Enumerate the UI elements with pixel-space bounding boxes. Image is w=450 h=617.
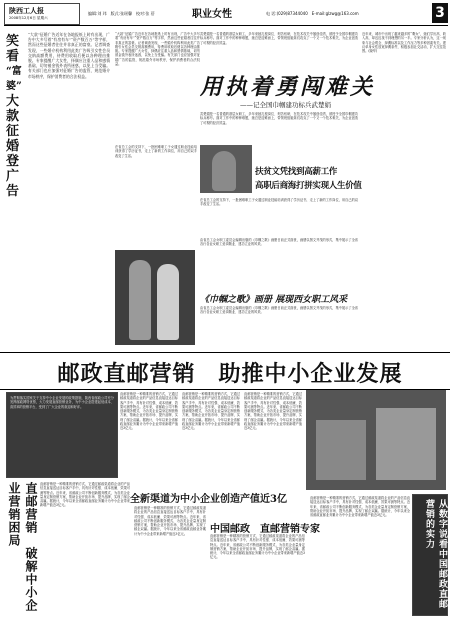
bottom-mid-body-2: 直邮营销是一种精准的营销方式，它通过邮政渠道将企业的产品信息直接送达目标客户手中，具有针对性强、成本低廉、效果可测等特点。近年来，省邮政公司不断创新服务模式，为各类企业量身定制营销方案，帮助企业开拓市场、提升品牌，实现了邮企双赢。据统计，今年以来全省邮政直邮业务累计为中小企业带来新增产值近3亿元。: [210, 534, 305, 560]
banner: [0, 352, 450, 390]
ad-body: 在省总工会的支持下，一批困难职工子女通过职业技能培训获得了学历证书，走上了新的工作岗位，用自己的双手改变了生活。: [200, 198, 358, 207]
bottom-left-body: 直邮营销是一种精准的营销方式，它通过邮政渠道将企业的产品信息直接送达目标客户手中，具有针对性强、成本低廉、效果可测等特点。近年来，省邮政公司不断创新服务模式，为各类企业量身定制营销方案，帮助企业开拓市场、提升品牌，实现了邮企双赢。据统计，今年以来全省邮政直邮业务累计为中小企业带来新增产值近3亿元。: [40, 482, 130, 508]
ad-title-line: 高职后商海打拼实现人生价值: [255, 181, 362, 191]
left-headline-line: 笑看: [6, 34, 20, 64]
banner-headline: 邮政直邮营销 助推中小企业发展: [57, 362, 403, 387]
wedding-intro: 由省总工会女职工委员会编辑出版的《巾帼之歌》画册日前正式面世，画册以图文并茂的形式，集中展示了全省各行各业女职工爱岗敬业、建功立业的风采。: [200, 238, 358, 247]
issue-date: 2008年12月6日 星期六: [9, 16, 48, 20]
bottom-col-2: 直邮营销是一种精准的营销方式，它通过邮政渠道将企业的产品信息直接送达目标客户手中，具有针对性强、成本低廉、效果可测等特点。近年来，省邮政公司不断创新服务模式，为各类企业量身定制营销方案，帮助企业开拓市场、提升品牌，实现了邮企双赢。据统计，今年以来全省邮政直邮业务累计为中小企业带来新增产值近3亿元。: [120, 392, 178, 431]
wedding-photo: [115, 250, 195, 345]
sub-headline: 中国邮政 直邮营销专家: [210, 524, 320, 535]
vertical-headline: 直邮营销 破解中小企业营销困局: [7, 482, 38, 612]
bottom-col-3: 直邮营销是一种精准的营销方式，它通过邮政渠道将企业的产品信息直接送达目标客户手中，具有针对性强、成本低廉、效果可测等特点。近年来，省邮政公司不断创新服务模式，为各类企业量身定制营销方案，帮助企业开拓市场、提升品牌，实现了邮企双赢。据统计，今年以来全省邮政直邮业务累计为中小企业带来新增产值近3亿元。: [182, 392, 240, 431]
paper-name: 陕西工人报: [9, 6, 44, 15]
wedding-body: 由省总工会女职工委员会编辑出版的《巾帼之歌》画册日前正式面世，画册以图文并茂的形式，集中展示了全省各行各业女职工爱岗敬业、建功立业的风采。: [200, 306, 358, 315]
left-headline-line: 登广告: [6, 154, 20, 199]
bottom-mid-body: 直邮营销是一种精准的营销方式，它通过邮政渠道将企业的产品信息直接送达目标客户手中，具有针对性强、成本低廉、效果可测等特点。近年来，省邮政公司不断创新服务模式，为各类企业量身定制营销方案，帮助企业开拓市场、提升品牌，实现了邮企双赢。据统计，今年以来全省邮政直邮业务累计为中小企业带来新增产值近3亿元。: [134, 506, 206, 536]
feature-top-text: 武楚娟是一名普通的基层女职工，多年来她扎根岗位、刻苦钻研，在技术攻关中屡创佳绩，被授予全国巾帼建功标兵称号。面对工作中的种种难题，她总是迎难而上，带领班组姐妹们攻克了一个又一个技术难关，为企业创造了可观的经济效益。: [200, 32, 358, 45]
section-title: 职业女性: [192, 9, 232, 20]
photo-figure: [157, 264, 179, 340]
photo-figure: [129, 260, 151, 340]
photo-building: [316, 420, 366, 480]
photo-figure: [212, 151, 236, 191]
left-headline-line: 征婚: [6, 124, 20, 154]
bottom-col-4: 直邮营销是一种精准的营销方式，它通过邮政渠道将企业的产品信息直接送达目标客户手中，具有针对性强、成本低廉、效果可测等特点。近年来，省邮政公司不断创新服务模式，为各类企业量身定制营销方案，帮助企业开拓市场、提升品牌，实现了邮企双赢。据统计，今年以来全省邮政直邮业务累计为中小企业带来新增产值近3亿元。: [244, 392, 302, 431]
lead-body: 为贯彻落实国家关于支持中小企业发展的政策措施，陕西省邮政公司充分发挥邮政网络优势，大力发展直邮营销业务，为中小企业搭建起低成本、高效率的营销平台，受到了广大企业的欢迎和好评。: [10, 396, 114, 409]
feature-subtitle: ——记全国巾帼建功标兵武楚娟: [240, 101, 331, 109]
editor-info: 编辑:刘 玮 版式:张瑶馨 校对:张 蓓: [88, 11, 155, 16]
right-vertical-headline: 从数字说看中国邮政直邮营销的实力: [424, 499, 447, 609]
center-headline: 全新渠道为中小企业创造产值近3亿: [130, 494, 287, 505]
wedding-title: 《巾帼之歌》画册 展现西女职工风采: [200, 295, 348, 305]
ad-intro-text: 在省总工会的支持下，一批困难职工子女通过职业技能培训获得了学历证书，走上了新的工作岗位，用自己的双手改变了生活。: [115, 145, 197, 158]
ad-photo: [200, 145, 252, 193]
feature-body: 武楚娟是一名普通的基层女职工，多年来她扎根岗位、刻苦钻研，在技术攻关中屡创佳绩，被授予全国巾帼建功标兵称号。面对工作中的种种难题，她总是迎难而上，带领班组姐妹们攻克了一个又一个技术难关，为企业创造了可观的经济效益。: [200, 112, 358, 125]
contact-info: 电 话:(029)87344040 E-mail:glzwg@163.com: [266, 11, 359, 16]
ad-title-line: 扶贫文凭找到高薪工作: [255, 167, 338, 177]
left-headline-line: 大款: [6, 94, 20, 124]
left-headline-line: “富婆”: [6, 66, 22, 92]
middle-upper-text: “大款”征婚广告近年在各地报纸上时有出现，广告中大多写着“有房有车”“资产数百万”等字样，然而这些征婚者往往并非真正的富豪。记者调查发现，一些婚介机构利用此类广告吸引女性会员交纳高额费用，待费用收取后便以各种理由推脱。专家提醒广大女性，择偶应注重人品和感情基础，切勿被金钱外表所迷惑，以免上当受骗。有关部门也应加强对征婚广告的监管，规范婚介市场秩序，保护消费者的合法权益。: [115, 32, 200, 67]
bottom-photo: [306, 390, 446, 490]
left-body: “大款”征婚广告近年在各地报纸上时有出现，广告中大多写着“有房有车”“资产数百万”等字样，然而这些征婚者往往并非真正的富豪。记者调查发现，一些婚介机构利用此类广告吸引女性会员交纳高额费用，待费用收取后便以各种理由推脱。专家提醒广大女性，择偶应注重人品和感情基础，切勿被金钱外表所迷惑，以免上当受骗。有关部门也应加强对征婚广告的监管，规范婚介市场秩序，保护消费者的合法权益。: [28, 32, 110, 79]
masthead: [4, 3, 448, 29]
lead-box: [6, 392, 118, 478]
bottom-right-body: 直邮营销是一种精准的营销方式，它通过邮政渠道将企业的产品信息直接送达目标客户手中，具有针对性强、成本低廉、效果可测等特点。近年来，省邮政公司不断创新服务模式，为各类企业量身定制营销方案，帮助企业开拓市场、提升品牌，实现了邮企双赢。据统计，今年以来全省邮政直邮业务累计为中小企业带来新增产值近3亿元。: [310, 496, 410, 518]
feature-headline: 用执着勇闯难关: [200, 74, 376, 100]
right-body: 近年来，城市中出现了越来越多的“剩女”，她们学历高、收入高，却迟迟找不到理想的另一半。专家分析认为，这一现象与社会观念、择偶标准以及工作压力等多种因素有关。建议单身女性放宽择偶条件，积极参加社交活动，扩大交往范围。(晓华): [362, 32, 446, 54]
page-number: 3: [432, 3, 448, 23]
masthead-logo-box: [4, 3, 80, 25]
right-column: [362, 32, 446, 352]
feature-headline-block: [200, 32, 376, 140]
left-column: [6, 32, 110, 350]
photo-building: [376, 408, 436, 480]
masthead-rule: [4, 25, 448, 26]
left-headline: [6, 34, 24, 234]
right-vertical-box: [412, 494, 448, 616]
